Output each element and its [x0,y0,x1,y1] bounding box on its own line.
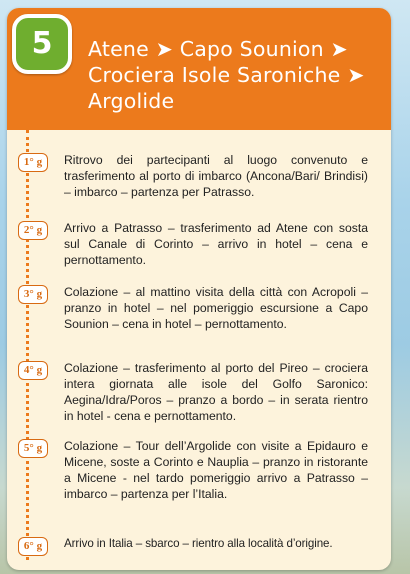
day-entry [18,438,368,502]
day-marker: 1° g [18,153,48,172]
day-entry [18,284,368,332]
day-entry [18,360,368,424]
day-description: Colazione – trasferimento al porto del Pireo – crociera intera giornata alle isole del Golfo Saronico: Aegina/Idra/Poros – pranzo a bordo – in serata rientro in hotel - cena e pernottamento. [64,361,368,423]
day-marker: 3° g [18,285,48,304]
day-description: Arrivo in Italia – sbarco – rientro alla località d’origine. [64,537,333,550]
day-description: Arrivo a Patrasso – trasferimento ad Atene con sosta sul Canale di Corinto – arrivo in hotel – cena e pernottamento. [64,221,368,267]
title-line: Crociera Isole Saroniche ➤ [88,63,365,87]
step-number-badge [12,14,72,74]
day-marker: 6° g [18,537,48,556]
day-description: Colazione – Tour dell’Argolide con visite a Epidauro e Micene, soste a Corinto e Nauplia – pranzo in ristorante a Micene - nel tardo pomeriggio arrivo a Patrasso – imbarco – partenza per l’Italia. [64,439,368,501]
day-entry [18,152,368,200]
itinerary-title [88,36,384,114]
day-marker: 4° g [18,361,48,380]
day-description: Ritrovo dei partecipanti al luogo convenuto e trasferimento al porto di imbarco (Ancona/Bari/ Brindisi) – imbarco – partenza per Patrasso. [64,153,368,199]
step-number: 5 [31,26,53,61]
day-marker: 5° g [18,439,48,458]
day-marker: 2° g [18,221,48,240]
day-entry [18,536,368,556]
title-line: Atene ➤ Capo Sounion ➤ [88,37,348,61]
title-line: Argolide [88,89,175,113]
day-description: Colazione – al mattino visita della città con Acropoli – pranzo in hotel – nel pomeriggio escursione a Capo Sounion – cena in hotel – pernottamento. [64,285,368,331]
day-entry [18,220,368,268]
